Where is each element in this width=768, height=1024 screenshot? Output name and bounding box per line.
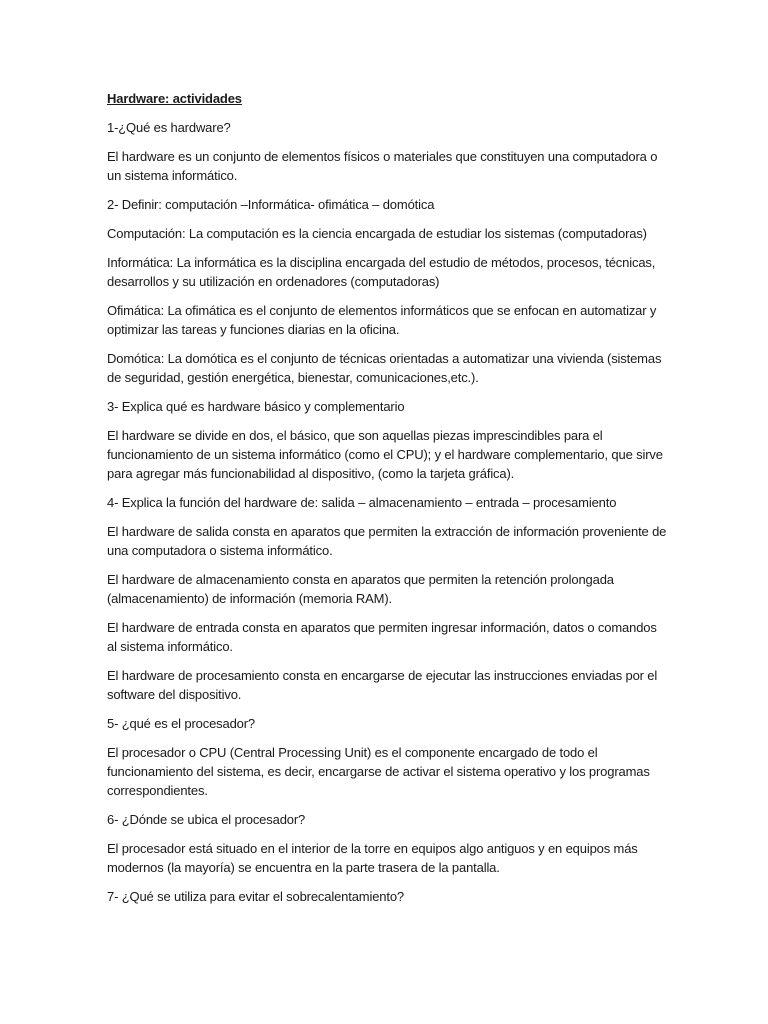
definition-computacion: Computación: La computación es la ciencia encargada de estudiar los sistemas (computadoras): [107, 226, 647, 241]
answer-5: El procesador o CPU (Central Processing Unit) es el componente encargado de todo el funcionamiento del sistema, es decir, encargarse de activar el sistema operativo y los programas correspondientes.: [107, 745, 650, 798]
definition-domotica: Domótica: La domótica es el conjunto de técnicas orientadas a automatizar una vivienda (sistemas de seguridad, gestión energética, bienestar, comunicaciones,etc.).: [107, 351, 662, 385]
document-body: [107, 89, 667, 916]
question-5: 5- ¿qué es el procesador?: [107, 716, 256, 731]
answer-1: El hardware es un conjunto de elementos físicos o materiales que constituyen una computadora o un sistema informático.: [107, 149, 658, 183]
question-7: 7- ¿Qué se utiliza para evitar el sobrecalentamiento?: [107, 889, 404, 904]
answer-4-salida: El hardware de salida consta en aparatos que permiten la extracción de información proveniente de una computadora o sistema informático.: [107, 524, 667, 558]
answer-4-procesamiento: El hardware de procesamiento consta en encargarse de ejecutar las instrucciones enviadas por el software del dispositivo.: [107, 668, 658, 702]
definition-informatica: Informática: La informática es la disciplina encargada del estudio de métodos, procesos, técnicas, desarrollos y su utilización en ordenadores (computadoras): [107, 255, 656, 289]
question-4: 4- Explica la función del hardware de: salida – almacenamiento – entrada – procesamiento: [107, 495, 617, 510]
definition-ofimatica: Ofimática: La ofimática es el conjunto de elementos informáticos que se enfocan en automatizar y optimizar las tareas y funciones diarias en la oficina.: [107, 303, 657, 337]
question-3: 3- Explica qué es hardware básico y complementario: [107, 399, 405, 414]
answer-3: El hardware se divide en dos, el básico, que son aquellas piezas imprescindibles para el funcionamiento de un sistema informático (como el CPU); y el hardware complementario, que sirve para agregar más funcionabilidad al dispositivo, (como la tarjeta gráfica).: [107, 428, 663, 481]
answer-6: El procesador está situado en el interior de la torre en equipos algo antiguos y en equipos más modernos (la mayoría) se encuentra en la parte trasera de la pantalla.: [107, 841, 638, 875]
answer-4-almacenamiento: El hardware de almacenamiento consta en aparatos que permiten la retención prolongada (almacenamiento) de información (memoria RAM).: [107, 572, 614, 606]
question-6: 6- ¿Dónde se ubica el procesador?: [107, 812, 306, 827]
answer-4-entrada: El hardware de entrada consta en aparatos que permiten ingresar información, datos o comandos al sistema informático.: [107, 620, 657, 654]
question-2: 2- Definir: computación –Informática- ofimática – domótica: [107, 197, 435, 212]
question-1: 1-¿Qué es hardware?: [107, 120, 231, 135]
document-title: Hardware: actividades: [107, 91, 242, 106]
